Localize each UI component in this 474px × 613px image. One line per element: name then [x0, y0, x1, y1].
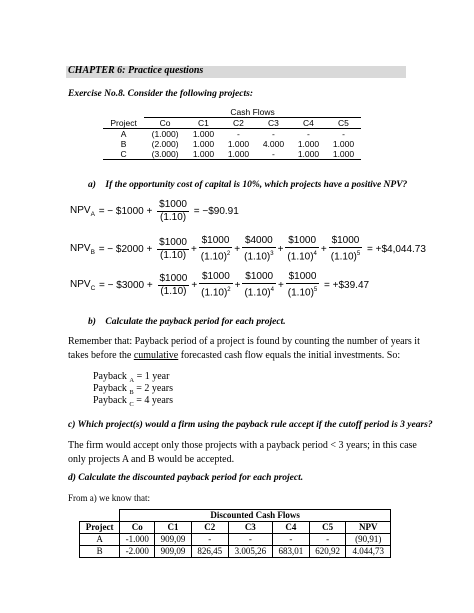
table-cell: -2.000 — [120, 546, 155, 558]
npv-a-label: $NPV_A$ — [70, 205, 95, 218]
table-cell: - — [309, 534, 346, 546]
npv-b-result: = +$4,044.73 — [366, 243, 426, 255]
npv-b-fraction: $\frac{\$1000}{(1.10)^2}$ — [200, 235, 231, 263]
table-cell: A — [120, 129, 127, 139]
table-row — [103, 149, 361, 160]
table-cell: (3.000) — [151, 149, 179, 159]
table-cell: 3.005,26 — [228, 546, 272, 558]
column-header: NPV — [346, 522, 391, 534]
column-header: C4 — [273, 522, 310, 534]
table-cell: 909,09 — [155, 546, 192, 558]
table-cell: 1.000 — [332, 149, 355, 159]
column-header: C4 — [303, 118, 314, 128]
table-cell: - — [307, 129, 310, 139]
chapter-title: CHAPTER 6: Practice questions — [68, 65, 204, 76]
column-header: C2 — [191, 522, 228, 534]
question-b: b) Calculate the payback period for each project. — [88, 317, 286, 327]
table-cell: B — [80, 546, 120, 558]
table-cell: 1.000 — [227, 149, 250, 159]
table-cell: A — [80, 534, 120, 546]
question-a: a) If the opportunity cost of capital is 10%, which projects have a positive NPV? — [88, 180, 408, 190]
table-cell: (90,91) — [346, 534, 391, 546]
remember-line-1: Remember that: Payback period of a project is found by counting the number of years it — [68, 336, 420, 347]
payback-b: Payback $_B$ = 2 years — [93, 383, 173, 396]
npv-b-fraction: $\frac{\$1000}{(1.10)}$ — [159, 236, 187, 261]
column-header: C2 — [233, 118, 244, 128]
cumulative-underlined: cumulative — [133, 350, 179, 361]
table-cell: 683,01 — [273, 546, 310, 558]
table-cell: 1.000 — [192, 139, 215, 149]
table-row — [103, 139, 361, 149]
from-a-text: From a) we know that: — [68, 493, 150, 503]
table-cell: - — [228, 534, 272, 546]
column-header: Co — [159, 118, 171, 128]
npv-c-label: $NPV_C$ — [70, 278, 96, 292]
exercise-heading: Exercise No.8. Consider the following projects: — [68, 89, 253, 99]
table-cell: (2.000) — [151, 139, 179, 149]
table-spacer — [80, 510, 120, 522]
table-row — [80, 546, 391, 558]
table-cell: - — [273, 534, 310, 546]
table-cell: - — [342, 129, 345, 139]
npv-c-fraction: $\frac{\$1000}{(1.10)^5}$ — [287, 271, 318, 299]
npv-b-fraction: $\frac{\$1000}{(1.10)^4}$ — [287, 235, 317, 263]
npv-c-lead: = − $3000 + — [99, 279, 153, 291]
table-cell: - — [191, 534, 228, 546]
npv-c-fraction: $\frac{\$1000}{(1.10)^2}$ — [201, 271, 231, 299]
column-header: C3 — [228, 522, 272, 534]
table-cell: C — [120, 149, 127, 159]
table-cell: 4.044,73 — [346, 546, 391, 558]
table-cell: - — [237, 129, 240, 139]
npv-a-formula — [70, 199, 240, 224]
npv-b-fraction: $\frac{\$1000}{(1.10)^5}$ — [330, 235, 361, 263]
npv-c-result: = +$39.47 — [324, 279, 370, 291]
cash-flows-title: Cash Flows — [144, 107, 361, 118]
remember-line-2: takes before the cumulative forecasted cash flow equals the initial investments. So: — [68, 350, 401, 361]
table-cell: - — [272, 149, 275, 159]
table-row — [80, 534, 391, 546]
question-c: c) Which project(s) would a firm using the payback rule accept if the cutoff period is 3 years? — [68, 420, 433, 430]
table-cell: B — [120, 139, 127, 149]
discounted-cash-flows-table — [79, 509, 391, 558]
cash-flows-table — [103, 107, 361, 160]
table-spacer — [103, 107, 144, 118]
question-d: d) Calculate the discounted payback period for each project. — [68, 473, 304, 483]
column-header: Project — [110, 117, 137, 128]
column-header: Project — [80, 522, 120, 534]
table-cell: 620,92 — [309, 546, 346, 558]
table-cell: 909,09 — [155, 534, 192, 546]
npv-c-fraction: $\frac{\$1000}{(1.10)}$ — [159, 272, 188, 297]
answer-c-line-1: The firm would accept only those projects with a payback period < 3 years; in this case — [68, 440, 417, 451]
npv-a-fraction: $\frac{\$1000}{(1.10)}$ — [159, 199, 187, 223]
column-header: Co — [120, 522, 155, 534]
payback-a: Payback $_A$ = 1 year — [93, 371, 170, 384]
table-cell: -1.000 — [120, 534, 155, 546]
table-cell: 826,45 — [191, 546, 228, 558]
npv-b-lead: = − $2000 + — [98, 243, 153, 255]
table-cell: (1.000) — [151, 129, 179, 139]
column-header: C3 — [268, 118, 279, 128]
column-header: C5 — [309, 522, 346, 534]
npv-b-formula: $NPV_B$ = − $2000 + $\frac{\$1000}{(1.10)}$ + $\frac{\$1000}{(1.10)^2}$ + $\frac{\$4000}{(1.10)^3}$ + $\frac{\$1000}{(1.10)^4}$ + $\frac{\$1000}{(1.10)^5}$ = +$4,044.73 — [70, 235, 426, 263]
table-cell: 1.000 — [192, 129, 215, 139]
npv-b-fraction: $\frac{\$4000}{(1.10)^3}$ — [244, 235, 274, 263]
table-cell: 1.000 — [297, 139, 320, 149]
npv-c-formula: $NPV_C$ = − $3000 + $\frac{\$1000}{(1.10)}$ + $\frac{\$1000}{(1.10)^2}$ + $\frac{\$1000}{(1.10)^4}$ + $\frac{\$1000}{(1.10)^5}$ = +$39.47 — [70, 271, 370, 299]
table-cell: - — [272, 129, 275, 139]
column-header: C1 — [155, 522, 192, 534]
discounted-cash-flows-title: Discounted Cash Flows — [120, 510, 391, 522]
table-cell: 1.000 — [332, 139, 355, 149]
table-cell: 1.000 — [192, 149, 215, 159]
table-cell: 1.000 — [297, 149, 320, 159]
npv-b-label: $NPV_B$ — [70, 242, 95, 256]
table-row — [103, 129, 361, 140]
payback-c: Payback $_C$ = 4 years — [93, 395, 173, 408]
table-cell: 4.000 — [262, 139, 285, 149]
answer-c-line-2: only projects A and B would be accepted. — [68, 454, 235, 465]
npv-c-fraction: $\frac{\$1000}{(1.10)^4}$ — [244, 271, 274, 299]
npv-a-result: = −$90.91 — [193, 206, 239, 217]
npv-a-lead: = − $1000 + — [98, 206, 153, 217]
column-header: C1 — [198, 118, 209, 128]
column-header: C5 — [338, 118, 349, 128]
table-cell: 1.000 — [227, 139, 250, 149]
